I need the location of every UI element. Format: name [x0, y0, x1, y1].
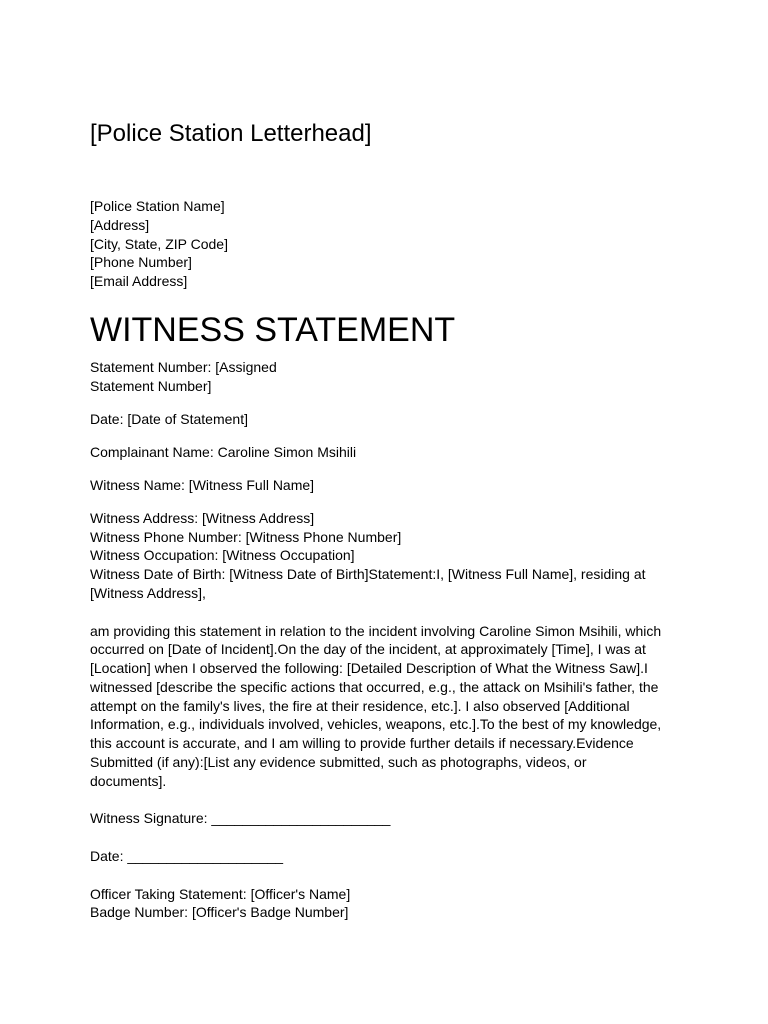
- witness-address: Witness Address: [Witness Address]: [90, 509, 315, 526]
- document-title: WITNESS STATEMENT: [90, 311, 456, 349]
- statement-number: Statement Number: [Assigned Statement Number]: [90, 359, 277, 394]
- station-address-block: [90, 197, 228, 291]
- station-city-state-zip: [City, State, ZIP Code]: [90, 235, 228, 252]
- signature-date-line: Date: ____________________: [90, 848, 284, 865]
- officer-badge-number: Badge Number: [Officer's Badge Number]: [90, 904, 349, 921]
- letterhead: [Police Station Letterhead]: [90, 120, 372, 147]
- witness-dob-statement: Witness Date of Birth: [Witness Date of Birth]Statement:I, [Witness Full Name], residing at: [90, 566, 646, 583]
- witness-phone: Witness Phone Number: [Witness Phone Number]: [90, 528, 402, 545]
- station-email: [Email Address]: [90, 273, 188, 290]
- complainant-name: Complainant Name: Caroline Simon Msihili: [90, 443, 357, 460]
- statement-date: Date: [Date of Statement]: [90, 410, 248, 427]
- station-name: [Police Station Name]: [90, 198, 225, 214]
- officer-name: Officer Taking Statement: [Officer's Name]: [90, 885, 351, 902]
- witness-signature-line: Witness Signature: _______________________: [90, 810, 391, 827]
- witness-name: Witness Name: [Witness Full Name]: [90, 476, 315, 493]
- statement-body: [90, 358, 670, 922]
- witness-dob-statement-cont: [Witness Address],: [90, 584, 206, 601]
- station-address: [Address]: [90, 216, 150, 233]
- statement-narrative: am providing this statement in relation to the incident involving Caroline Simon Msihili, which occurred on [Date of Incident].On the day of the incident, at approximately [Time], I was at [Location] when I observed the following: [Detailed Description of What the Witness Saw].I witnessed [describe the specific actions that occurred, e.g., the attack on Msihili's father, the attempt on the family's lives, the fire at their residence, etc.]. I also observed [Additional Information, e.g., individuals involved, vehicles, weapons, etc.].To the best of my knowledge, this account is accurate, and I am willing to provide further details if necessary.Evidence Submitted (if any):[List any evidence submitted, such as photographs, videos, or documents].: [90, 622, 662, 789]
- witness-occupation: Witness Occupation: [Witness Occupation]: [90, 547, 355, 564]
- station-phone: [Phone Number]: [90, 254, 192, 271]
